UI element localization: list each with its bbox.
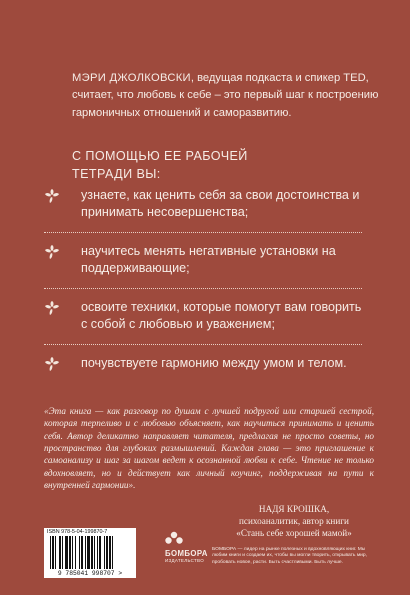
barcode-bar: [50, 536, 51, 569]
reviewer-book: «Стань себе хорошей мамой»: [236, 527, 352, 538]
divider: [44, 288, 362, 289]
flower-icon: [44, 188, 60, 204]
barcode-bar: [59, 536, 61, 569]
publisher-logo: [145, 531, 207, 571]
barcode-bar: [97, 536, 98, 569]
barcode: [44, 528, 136, 578]
barcode-bar: [72, 536, 73, 569]
barcode-bar: [85, 536, 86, 569]
benefit-text: почувствуете гармонию между умом и телом.: [81, 356, 347, 370]
barcode-bar: [79, 536, 80, 569]
barcode-bar: [52, 536, 54, 569]
benefits-list: [44, 187, 364, 372]
publisher-sub: ИЗДАТЕЛЬСТВО: [165, 558, 205, 563]
barcode-bar: [99, 536, 101, 569]
benefits-heading: С ПОМОЩЬЮ ЕЕ РАБОЧЕЙ ТЕТРАДИ ВЫ:: [72, 149, 248, 182]
benefit-item: [44, 187, 364, 221]
benefit-text: освоите техники, которые помогут вам говорить с собой с любовью и уважением;: [81, 300, 362, 331]
barcode-bar: [87, 536, 90, 569]
barcode-bar: [69, 536, 71, 569]
flower-icon: [44, 244, 60, 260]
barcode-bar: [62, 536, 63, 569]
flower-icon: [44, 356, 60, 372]
reviewer-name: НАДЯ КРОШКА,: [258, 504, 330, 514]
barcode-bar: [106, 536, 108, 569]
barcode-bar: [112, 536, 113, 569]
author-name: МЭРИ ДЖОЛКОВСКИ: [72, 72, 191, 84]
reviewer-signature: [212, 504, 376, 540]
reviewer-role: психоаналитик, автор книги: [239, 515, 349, 526]
review-quote: «Эта книга — как разговор по душам с лучшей подругой или старшей сестрой, которая терпеливо и с любовью объясняет, как научиться принимать и ценить себя. Автор деликатно направляет читателя, предлагая не просто советы, но пространство для глубоких размышлений. Каждая глава — это приглашение к самоанализу и шаг за шагом ведет к осознанной любви к себе. Чтение не только вдохновляет, но и действует как личный коучинг, поддерживая на пути к внутренней гармонии».: [44, 406, 374, 490]
flower-icon: [44, 300, 60, 316]
benefit-text: узнаете, как ценить себя за свои достоинства и принимать несовершенства;: [81, 188, 360, 219]
barcode-bar: [91, 536, 93, 569]
benefit-item: [44, 243, 364, 277]
divider: [44, 344, 362, 345]
barcode-bar: [55, 536, 56, 569]
barcode-bar: [65, 536, 68, 569]
benefit-item: [44, 355, 364, 372]
isbn-text: ISBN 978-5-04-199870-7: [47, 529, 108, 535]
barcode-bar: [94, 536, 95, 569]
benefit-item: [44, 299, 364, 333]
barcode-number: 9 785041 998707 >: [57, 570, 123, 577]
publisher-blurb: БОМБОРА — лидер на рынке полезных и вдохновляющих книг. Мы любим книги и создаем их, чтобы вы могли творить, открывать мир, пробовать новое, расти. Быть счастливыми. Быть лучше.: [212, 547, 367, 565]
publisher-name: БОМБОРА: [165, 549, 208, 558]
barcode-bar: [109, 536, 111, 569]
benefit-text: научитесь менять негативные установки на поддерживающие;: [81, 244, 336, 275]
barcode-bar: [75, 536, 76, 569]
intro-paragraph: [72, 70, 382, 122]
barcode-bars: [50, 536, 132, 569]
intro-text: , ведущая подкаста и спикер TED, считает, что любовь к себе – это первый шаг к построению гармоничных отношений и саморазвитию.: [72, 72, 379, 119]
barcode-bar: [104, 536, 105, 569]
divider: [44, 232, 362, 233]
barcode-bar: [81, 536, 83, 569]
